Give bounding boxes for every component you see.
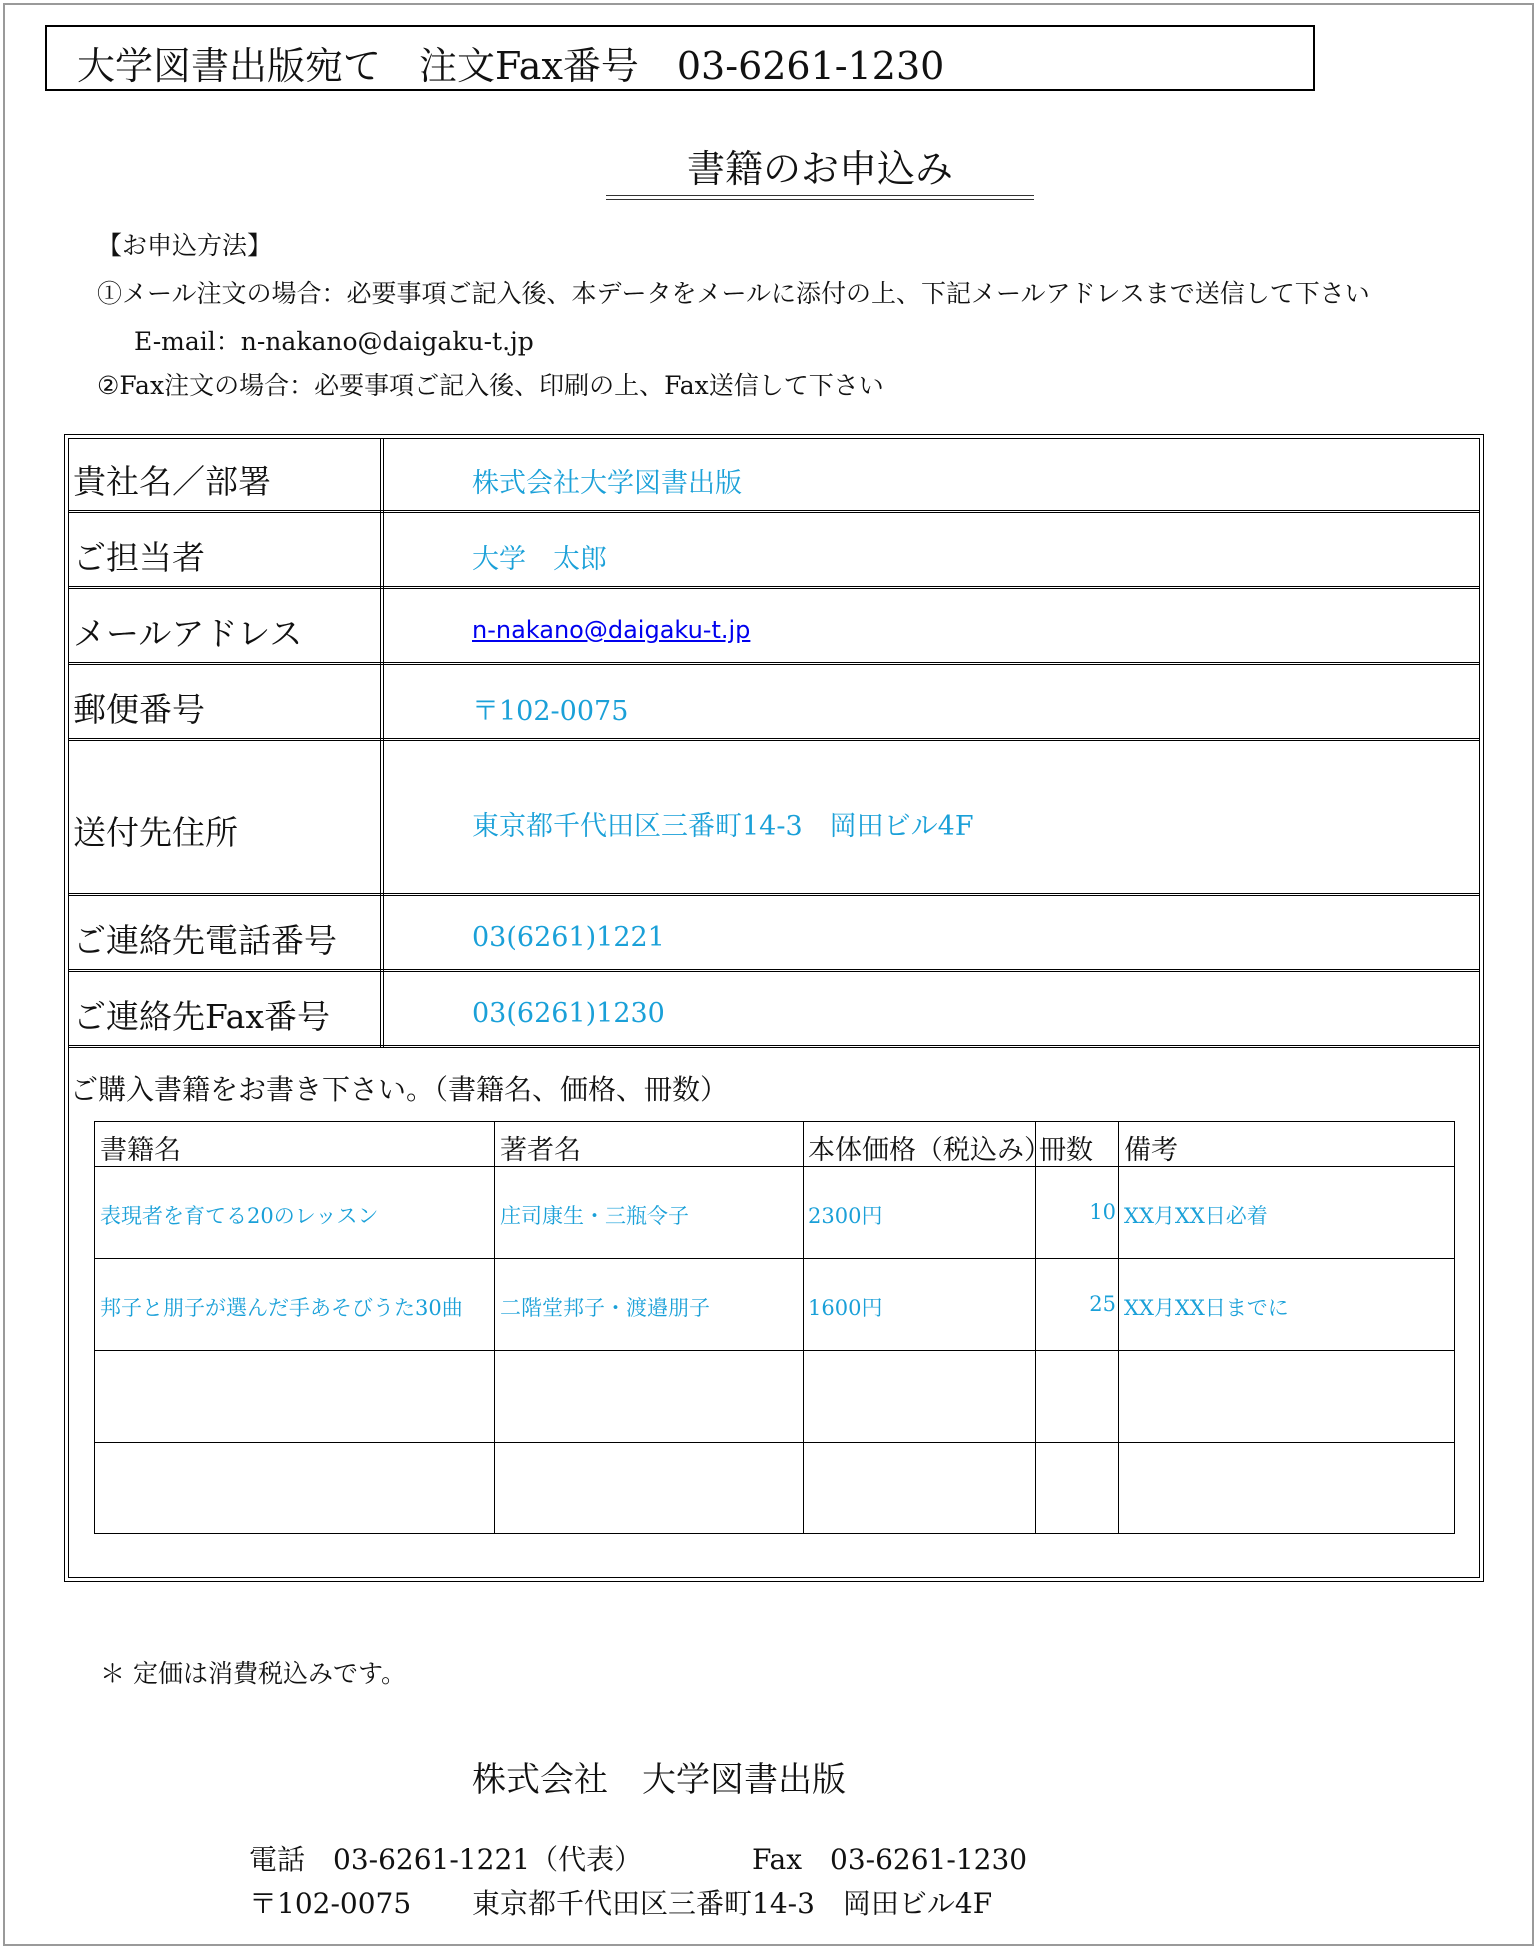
instructions-fax-method: ②Fax注文の場合：必要事項ご記入後、印刷の上、Fax送信して下さい <box>97 371 884 400</box>
books-header-price: 本体価格（税込み） <box>808 1135 1051 1166</box>
books-row-divider <box>94 1350 1455 1351</box>
books-header-remarks: 備考 <box>1124 1135 1178 1166</box>
form-column-divider <box>380 438 384 1048</box>
book-1-author[interactable]: 庄司康生・三瓶令子 <box>500 1204 689 1228</box>
book-2-author[interactable]: 二階堂邦子・渡邉朋子 <box>500 1296 710 1320</box>
title-underline <box>606 195 1034 196</box>
contact-person-value[interactable]: 大学 太郎 <box>472 544 607 575</box>
books-col-divider <box>803 1121 804 1534</box>
footer-fax: Fax 03-6261-1230 <box>752 1843 1028 1876</box>
form-row-divider <box>68 586 1480 589</box>
books-header-quantity: 冊数 <box>1039 1135 1093 1166</box>
book-2-price[interactable]: 1600円 <box>808 1296 883 1320</box>
form-row-divider <box>68 893 1480 896</box>
books-header-divider <box>94 1166 1455 1167</box>
fax-value[interactable]: 03(6261)1230 <box>472 998 665 1029</box>
books-col-divider <box>1035 1121 1036 1534</box>
book-1-remarks[interactable]: XX月XX日必着 <box>1124 1204 1268 1228</box>
book-1-quantity[interactable]: 10 <box>1089 1200 1116 1224</box>
tax-note: ＊ 定価は消費税込みです。 <box>100 1659 406 1688</box>
books-col-divider <box>494 1121 495 1534</box>
contact-person-label: ご担当者 <box>73 538 205 577</box>
book-2-title[interactable]: 邦子と朋子が選んだ手あそびうた30曲 <box>100 1296 463 1320</box>
fax-header-box <box>45 25 1315 91</box>
company-value[interactable]: 株式会社大学図書出版 <box>472 468 742 499</box>
instructions-email-method: ①メール注文の場合：必要事項ご記入後、本データをメールに添付の上、下記メールアドレスまで送信して下さい <box>97 279 1370 308</box>
form-row-divider <box>68 1045 1480 1048</box>
books-row-divider <box>94 1258 1455 1259</box>
books-table <box>94 1121 1455 1534</box>
phone-value[interactable]: 03(6261)1221 <box>472 922 665 953</box>
postal-code-label: 郵便番号 <box>73 690 205 729</box>
footer-company-name: 株式会社 大学図書出版 <box>472 1760 846 1800</box>
book-2-quantity[interactable]: 25 <box>1089 1292 1116 1316</box>
form-row-divider <box>68 969 1480 972</box>
instructions-heading: 【お申込方法】 <box>97 231 273 260</box>
shipping-address-value[interactable]: 東京都千代田区三番町14-3 岡田ビル4F <box>472 811 974 842</box>
shipping-address-label: 送付先住所 <box>73 813 238 852</box>
email-link[interactable]: n-nakano@daigaku-t.jp <box>472 616 751 644</box>
instructions-email-address: E-mail：n-nakano@daigaku-t.jp <box>134 327 534 356</box>
fax-label: ご連絡先Fax番号 <box>73 997 330 1036</box>
footer-address: 東京都千代田区三番町14-3 岡田ビル4F <box>472 1887 993 1920</box>
page-title: 書籍のお申込み <box>686 147 953 191</box>
title-underline <box>606 199 1034 200</box>
form-row-divider <box>68 738 1480 741</box>
books-header-title: 書籍名 <box>100 1135 181 1166</box>
fax-header-title: 大学図書出版宛て 注文Fax番号 03-6261-1230 <box>77 44 945 88</box>
company-label: 貴社名／部署 <box>73 462 271 501</box>
footer-postal-code: 〒102-0075 <box>249 1887 412 1920</box>
books-col-divider <box>1118 1121 1119 1534</box>
form-row-divider <box>68 662 1480 665</box>
phone-label: ご連絡先電話番号 <box>73 921 337 960</box>
book-1-price[interactable]: 2300円 <box>808 1204 883 1228</box>
footer-phone: 電話 03-6261-1221（代表） <box>249 1843 643 1876</box>
postal-code-value[interactable]: 〒102-0075 <box>472 696 629 727</box>
book-1-title[interactable]: 表現者を育てる20のレッスン <box>100 1204 379 1228</box>
email-value[interactable] <box>472 616 750 644</box>
books-header-author: 著者名 <box>500 1135 581 1166</box>
book-2-remarks[interactable]: XX月XX日までに <box>1124 1296 1289 1320</box>
purchase-instructions: ご購入書籍をお書き下さい。（書籍名、価格、冊数） <box>70 1073 729 1106</box>
form-row-divider <box>68 510 1480 513</box>
email-label: メールアドレス <box>73 614 303 653</box>
books-row-divider <box>94 1442 1455 1443</box>
